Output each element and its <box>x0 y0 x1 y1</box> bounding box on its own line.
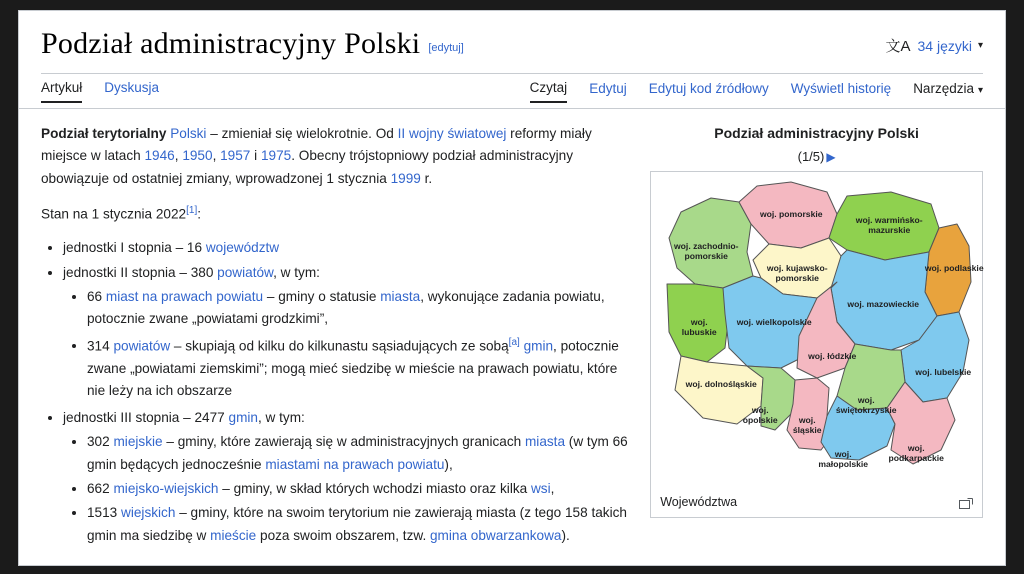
list-item-level-3 <box>63 407 628 548</box>
link-wojewodztw[interactable]: województw <box>205 240 280 256</box>
tab-history[interactable]: Wyświetl historię <box>790 80 892 96</box>
sub-text-1a: 66 <box>87 289 106 305</box>
status-paragraph <box>41 201 628 226</box>
map-label-lubelskie: woj. lubelskie <box>915 367 972 377</box>
level-3-sublist <box>63 431 628 547</box>
level-3-text: jednostki III stopnia – 2477 <box>63 409 229 425</box>
infobox-counter <box>650 149 983 164</box>
wikipedia-article-page <box>18 10 1006 566</box>
map-label-swietokrzyskie: woj. świętokrzyskie <box>835 395 897 415</box>
list-item-gminy-miejskie <box>87 431 628 476</box>
title-row <box>41 27 983 61</box>
infobox-image-frame[interactable] <box>650 171 983 518</box>
map-label-slaskie: woj. śląskie <box>792 415 822 435</box>
sub-text-2b: – skupiają od kilku do kilkunastu sąsiadujących ze sobą <box>170 338 509 354</box>
link-miastami-na-prawach-powiatu[interactable]: miastami na prawach powiatu <box>265 456 445 472</box>
sub3-text-1d: ), <box>444 456 453 472</box>
levels-list <box>41 237 628 547</box>
tab-read[interactable]: Czytaj <box>530 80 568 103</box>
level-3-text-b: , w tym: <box>257 409 305 425</box>
level-2-sublist <box>63 286 628 403</box>
map-label-dolnoslaskie: woj. dolnośląskie <box>685 379 757 389</box>
list-item-powiaty-ziemskie <box>87 333 628 403</box>
map-label-opolskie: woj. opolskie <box>742 405 778 425</box>
expand-icon-svg <box>959 498 973 510</box>
sub3-text-2b: – gminy, w skład których wchodzi miasto oraz kilka <box>218 480 531 496</box>
list-item-miasta-na-prawach-powiatu <box>87 286 628 331</box>
map-label-wielkopolskie: woj. wielkopolskie <box>736 317 812 327</box>
map-label-kujawsko-pomorskie: woj. kujawsko- pomorskie <box>766 263 828 283</box>
sub3-text-1c: (w tym 66 gmin będących jednocześnie <box>87 434 628 472</box>
chevron-down-icon: ▾ <box>977 84 983 96</box>
tab-edit[interactable]: Edytuj <box>589 80 627 96</box>
region-warminsko-mazurskie <box>829 192 939 260</box>
reference-link-1[interactable]: [1] <box>186 205 198 217</box>
list-item-gminy-wiejskie <box>87 502 628 547</box>
link-gmin[interactable]: gmin <box>519 338 554 354</box>
tools-menu-label: Narzędzia <box>913 80 974 96</box>
link-1946[interactable]: 1946 <box>144 148 175 164</box>
intro-text-1: – zmieniał się wielokrotnie. Od <box>206 126 398 141</box>
sub3-text-1b: – gminy, które zawierają się w administracyjnych granicach <box>162 434 525 450</box>
lead-term: Podział terytorialny <box>41 126 167 141</box>
infobox-counter-label: (1/5) <box>797 149 825 164</box>
sub-text-2c: , potocznie zwane „powiatami ziemskimi”; mogą mieć siedzibę w mieście na prawach powiatu, które nie leży na ich obszarze <box>87 338 619 399</box>
list-item-gminy-miejsko-wiejskie <box>87 478 628 500</box>
sub-text-1b: – gminy o statusie <box>263 289 381 305</box>
map-label-lubuskie: woj. lubuskie <box>681 317 717 337</box>
link-miejskie[interactable]: miejskie <box>113 434 163 450</box>
sub3-text-2c: , <box>550 480 555 496</box>
chevron-down-icon: ▾ <box>977 40 983 51</box>
link-wsi[interactable]: wsi <box>530 480 551 496</box>
infobox-title: Podział administracyjny Polski <box>714 125 919 141</box>
title-edit-label: edytuj <box>431 42 461 54</box>
namespace-tabs <box>41 80 159 103</box>
reference-a <box>509 336 520 348</box>
navigation-bar <box>19 74 1005 108</box>
expand-icon[interactable] <box>959 497 973 509</box>
region-zachodniopomorskie <box>669 198 753 288</box>
reference-link-a[interactable]: [a] <box>508 336 520 348</box>
map-label-lodzkie: woj. łódzkie <box>808 351 857 361</box>
map-label-zachodniopomorskie: woj. zachodnio- pomorskie <box>674 241 739 261</box>
link-1975[interactable]: 1975 <box>260 148 292 164</box>
region-lubuskie <box>667 284 729 362</box>
intro-text-2: reformy miały miejsce w latach <box>41 126 592 164</box>
link-1950[interactable]: 1950 <box>182 148 213 164</box>
map-label-podlaskie: woj. podlaskie <box>924 263 984 273</box>
link-miescie[interactable]: mieście <box>210 527 257 543</box>
title-edit-link[interactable]: [edytuj] <box>428 42 464 54</box>
infobox-caption: Województwa <box>660 495 738 509</box>
link-powiatow-2[interactable]: powiatów <box>113 338 171 354</box>
language-count-label: 34 języki <box>917 37 972 54</box>
intro-text-4: r. <box>420 170 433 186</box>
link-miejsko-wiejskich[interactable]: miejsko-wiejskich <box>113 480 219 496</box>
map-of-poland[interactable] <box>651 172 982 484</box>
link-1999[interactable]: 1999 <box>390 170 421 186</box>
poland-voivodeships-svg <box>651 172 989 484</box>
page-header <box>19 11 1005 74</box>
view-tabs <box>530 80 983 103</box>
link-ii-wojny-swiatowej[interactable]: II wojny światowej <box>397 126 507 141</box>
level-2-text-b: , w tym: <box>273 264 320 280</box>
link-wiejskich[interactable]: wiejskich <box>121 505 176 521</box>
infobox <box>650 123 983 551</box>
next-arrow-icon[interactable]: ▶ <box>826 150 836 164</box>
map-label-podkarpackie: woj. podkarpackie <box>888 443 944 463</box>
sub3-text-2a: 662 <box>87 480 114 496</box>
list-item-level-2 <box>63 262 628 403</box>
level-2-text: jednostki II stopnia – 380 <box>63 264 218 280</box>
sub3-text-1a: 302 <box>87 434 114 450</box>
link-gmina-obwarzankowa[interactable]: gmina obwarzankowa <box>430 527 562 543</box>
link-miasta[interactable]: miasta <box>380 289 421 305</box>
map-label-mazowieckie: woj. mazowieckie <box>847 299 920 309</box>
article-body <box>41 123 628 551</box>
map-label-pomorskie: woj. pomorskie <box>759 209 823 219</box>
sub3-text-3c: poza swoim obszarem, tzw. <box>256 527 430 543</box>
page-title: Podział administracyjny Polski <box>41 27 421 60</box>
link-1957[interactable]: 1957 <box>220 148 251 164</box>
intro-text-3: . Obecny trójstopniowy podział administracyjny obowiązuje od ostatniej zmiany, wprowadzonej 1 stycznia <box>41 148 574 186</box>
link-miasta-2[interactable]: miasta <box>524 434 566 450</box>
language-selector[interactable] <box>885 35 983 56</box>
sub3-text-3b: – gminy, które na swoim terytorium nie zawierają miasta (z tego 158 takich gmin ma siedzibę w <box>87 505 627 543</box>
status-text: Stan na 1 stycznia 2022 <box>41 206 187 222</box>
sub3-text-3d: ). <box>561 527 570 543</box>
link-gmin-2[interactable]: gmin <box>228 409 258 425</box>
link-miast-na-prawach-powiatu[interactable]: miast na prawach powiatu <box>105 289 264 305</box>
link-powiatow[interactable]: powiatów <box>217 264 274 280</box>
list-item-level-1 <box>63 237 628 259</box>
status-colon: : <box>197 206 202 222</box>
content-area <box>19 109 1005 551</box>
level-1-text: jednostki I stopnia – 16 <box>63 240 206 256</box>
link-polski[interactable]: Polski <box>170 126 207 141</box>
language-icon: 文A <box>885 38 911 55</box>
sub-text-2a: 314 <box>87 338 114 354</box>
reference-1 <box>186 204 197 216</box>
map-label-warminsko-mazurskie: woj. warmińsko- mazurskie <box>855 215 923 235</box>
sub-text-1c: , wykonujące zadania powiatu, potocznie zwane „powiatami grodzkimi”, <box>87 289 605 327</box>
map-label-malopolskie: woj. małopolskie <box>818 449 869 469</box>
tab-discussion[interactable]: Dyskusja <box>104 79 160 95</box>
sub3-text-3a: 1513 <box>87 505 122 521</box>
tab-article[interactable]: Artykuł <box>41 80 82 103</box>
region-pomorskie <box>739 182 837 248</box>
intro-paragraph: Podział terytorialny Polski – zmieniał się wielokrotnie. Od II wojny światowej reformy miały miejsce w latach 1946, 1950, 1957 i 1975. Obecny trójstopniowy podział administracyjny obowiązuje od ostatniej zmiany, wprowadzonej 1 stycznia 1999 r. <box>41 126 592 186</box>
tools-menu[interactable] <box>913 81 983 102</box>
tab-edit-source[interactable]: Edytuj kod źródłowy <box>648 80 769 96</box>
